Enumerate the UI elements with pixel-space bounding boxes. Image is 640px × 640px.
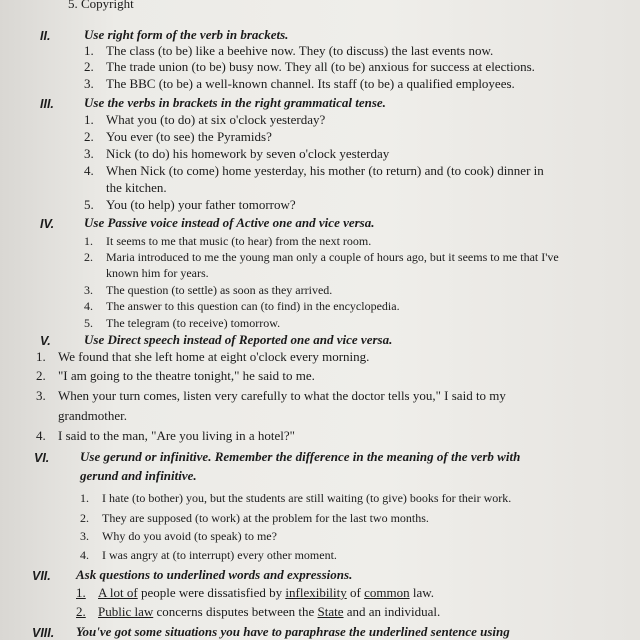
list-item: 5. You (to help) your father tomorrow? bbox=[84, 197, 296, 212]
section-heading: Use Passive voice instead of Active one and vice versa. bbox=[84, 215, 375, 230]
list-item: 5. Copyright bbox=[68, 0, 134, 11]
list-item: 2. "I am going to the theatre tonight," he said to me. bbox=[36, 368, 315, 383]
section-heading: Use Direct speech instead of Reported one and vice versa. bbox=[84, 332, 393, 347]
list-item-continuation: the kitchen. bbox=[106, 180, 167, 195]
list-item-continuation: grandmother. bbox=[58, 408, 127, 423]
section-heading: Use right form of the verb in brackets. bbox=[84, 27, 289, 42]
list-item: 4. The answer to this question can (to find) in the encyclopedia. bbox=[84, 299, 400, 313]
list-item: 4. When Nick (to come) home yesterday, his mother (to return) and (to cook) dinner in bbox=[84, 163, 544, 178]
list-item: 3. Why do you avoid (to speak) to me? bbox=[80, 529, 277, 543]
list-item: 3. Nick (to do) his homework by seven o'clock yesterday bbox=[84, 146, 390, 161]
section-heading-continuation: gerund and infinitive. bbox=[80, 468, 197, 483]
section-heading: Ask questions to underlined words and expressions. bbox=[76, 567, 353, 582]
section-numeral: VIII. bbox=[32, 626, 55, 640]
list-item: 3. When your turn comes, listen very carefully to what the doctor tells you," I said to my bbox=[36, 388, 506, 403]
list-item: 2. They are supposed (to work) at the problem for the last two months. bbox=[80, 511, 429, 525]
section-numeral: II. bbox=[40, 29, 51, 43]
list-item: 1. A lot of people were dissatisfied by inflexibility of common law. bbox=[76, 585, 435, 600]
list-item: 2. The trade union (to be) busy now. They all (to be) anxious for success at elections. bbox=[84, 59, 535, 74]
list-item: 1. It seems to me that music (to hear) from the next room. bbox=[84, 234, 372, 248]
section-numeral: III. bbox=[40, 97, 54, 111]
section-heading: You've got some situations you have to paraphrase the underlined sentence using bbox=[76, 624, 510, 639]
list-item: 4. I was angry at (to interrupt) every other moment. bbox=[80, 548, 337, 562]
list-item: 2. Maria introduced to me the young man only a couple of hours ago, but it seems to me that I've bbox=[84, 250, 559, 264]
list-item: 2. You ever (to see) the Pyramids? bbox=[84, 129, 272, 144]
section-heading: Use the verbs in brackets in the right grammatical tense. bbox=[84, 95, 386, 110]
list-item: 3. The BBC (to be) a well-known channel. Its staff (to be) a qualified employees. bbox=[84, 76, 515, 91]
list-item: 4. I said to the man, "Are you living in a hotel?" bbox=[36, 428, 295, 443]
section-numeral: IV. bbox=[40, 217, 55, 231]
list-item: 1. We found that she left home at eight o'clock every morning. bbox=[36, 349, 370, 364]
section-heading: Use gerund or infinitive. Remember the difference in the meaning of the verb with bbox=[80, 449, 521, 464]
list-item: 1. I hate (to bother) you, but the students are still waiting (to give) books for their work. bbox=[80, 491, 512, 505]
section-numeral: VII. bbox=[32, 569, 51, 583]
list-item: 1. What you (to do) at six o'clock yesterday? bbox=[84, 112, 326, 127]
list-item: 3. The question (to settle) as soon as they arrived. bbox=[84, 283, 333, 297]
list-item: 1. The class (to be) like a beehive now. They (to discuss) the last events now. bbox=[84, 43, 494, 58]
list-item: 2. Public law concerns disputes between the State and an individual. bbox=[76, 604, 441, 619]
section-numeral: VI. bbox=[34, 451, 50, 465]
list-item: 5. The telegram (to receive) tomorrow. bbox=[84, 316, 281, 330]
section-numeral: V. bbox=[40, 334, 51, 348]
list-item-continuation: known him for years. bbox=[106, 266, 209, 280]
